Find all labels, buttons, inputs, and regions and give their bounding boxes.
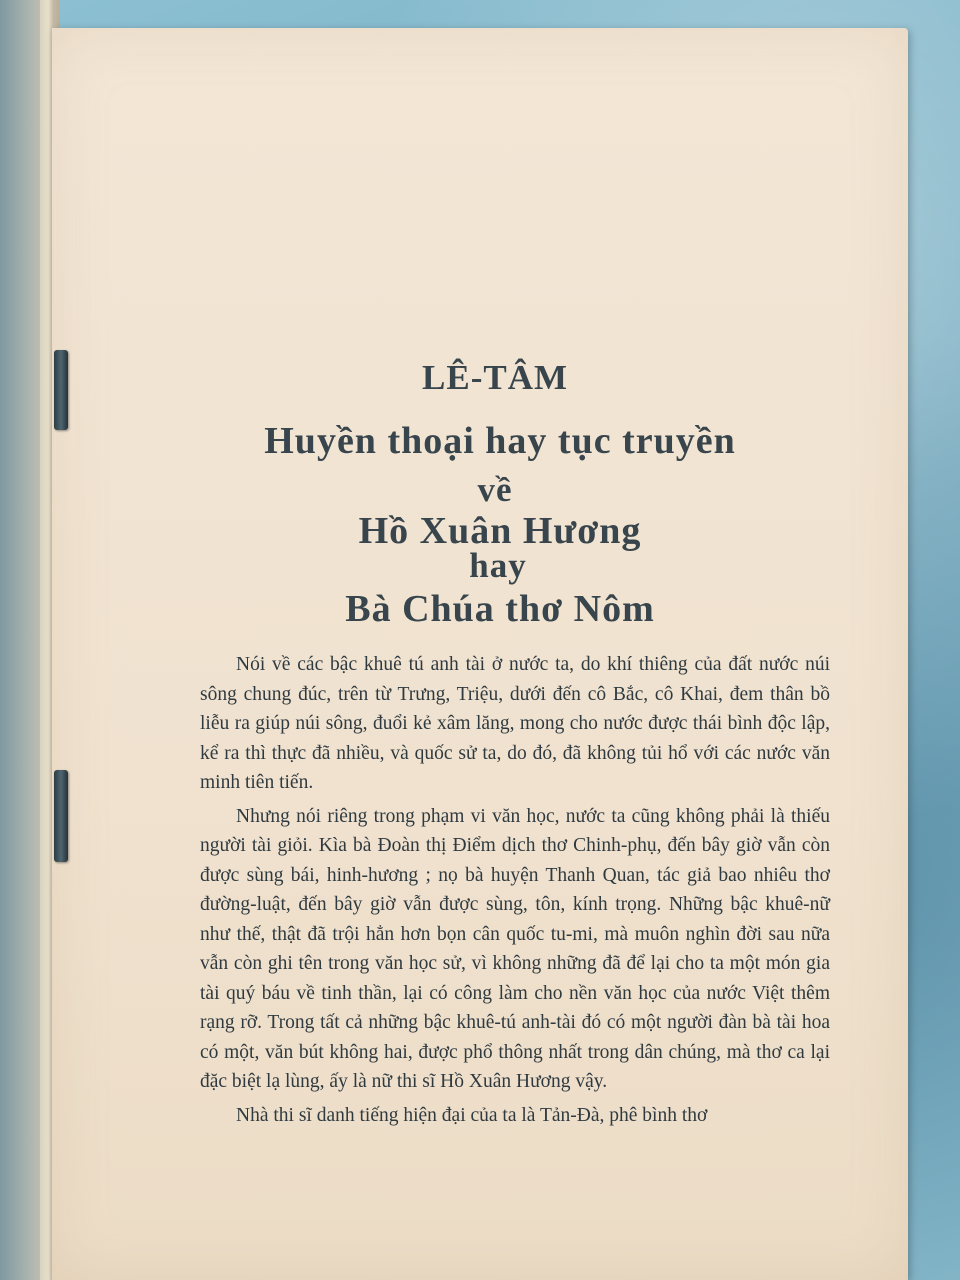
staple-bottom [54,770,68,862]
body-text [200,650,830,1130]
author-name: LÊ-TÂM [422,358,568,397]
paragraph-3: Nhà thi sĩ danh tiếng hiện đại của ta là Tản-Đà, phê bình thơ [236,1104,708,1126]
staple-top [54,350,68,430]
title-line-5: Bà Chúa thơ Nôm [345,588,655,630]
title-line-2: về [477,470,513,509]
book-page [52,28,908,1280]
title-line-3: Hồ Xuân Hương [358,510,642,552]
title-line-1: Huyền thoại hay tục truyền [264,420,736,462]
paragraph-2: Nhưng nói riêng trong phạm vi văn học, nước ta cũng không phải là thiếu người tài giỏi. Kìa bà Đoàn thị Điểm dịch thơ Chinh-phụ, đến bây giờ vẫn còn được sùng bái, hinh-hương ; nọ bà huyện Thanh Quan, tác giả bao nhiêu thơ đường-luật, đến bây giờ vẫn được sùng, tôn, kính trọng. Những bậc khuê-nữ như thế, thật đã trội hẳn hơn bọn cân quốc tu-mi, mà muôn nghìn đời sau nữa vẫn còn ghi tên trong văn học sử, vì không những đã để lại cho ta một món gia tài quý báu về tinh thần, lại có công làm cho nền văn học của nước Việt thêm rạng rỡ. Trong tất cả những bậc khuê-tú anh-tài đó có một người đàn bà tài hoa có một, văn bút không hai, được phổ thông nhất trong dân chúng, mà thơ ca lại đặc biệt lạ lùng, ấy là nữ thi sĩ Hồ Xuân Hương vậy. [200,805,830,1092]
paragraph-1: Nói về các bậc khuê tú anh tài ở nước ta, do khí thiêng của đất nước núi sông chung đúc, trên từ Trưng, Triệu, dưới đến cô Bắc, cô Khai, đem thân bồ liễu ra giúp núi sông, đuổi kẻ xâm lăng, mong cho nước được thái bình độc lập, kể ra thì thực đã nhiều, và quốc sử ta, do đó, đã không tủi hổ với các nước văn minh tiên tiến. [200,654,830,793]
title-line-4: hay [469,546,527,585]
